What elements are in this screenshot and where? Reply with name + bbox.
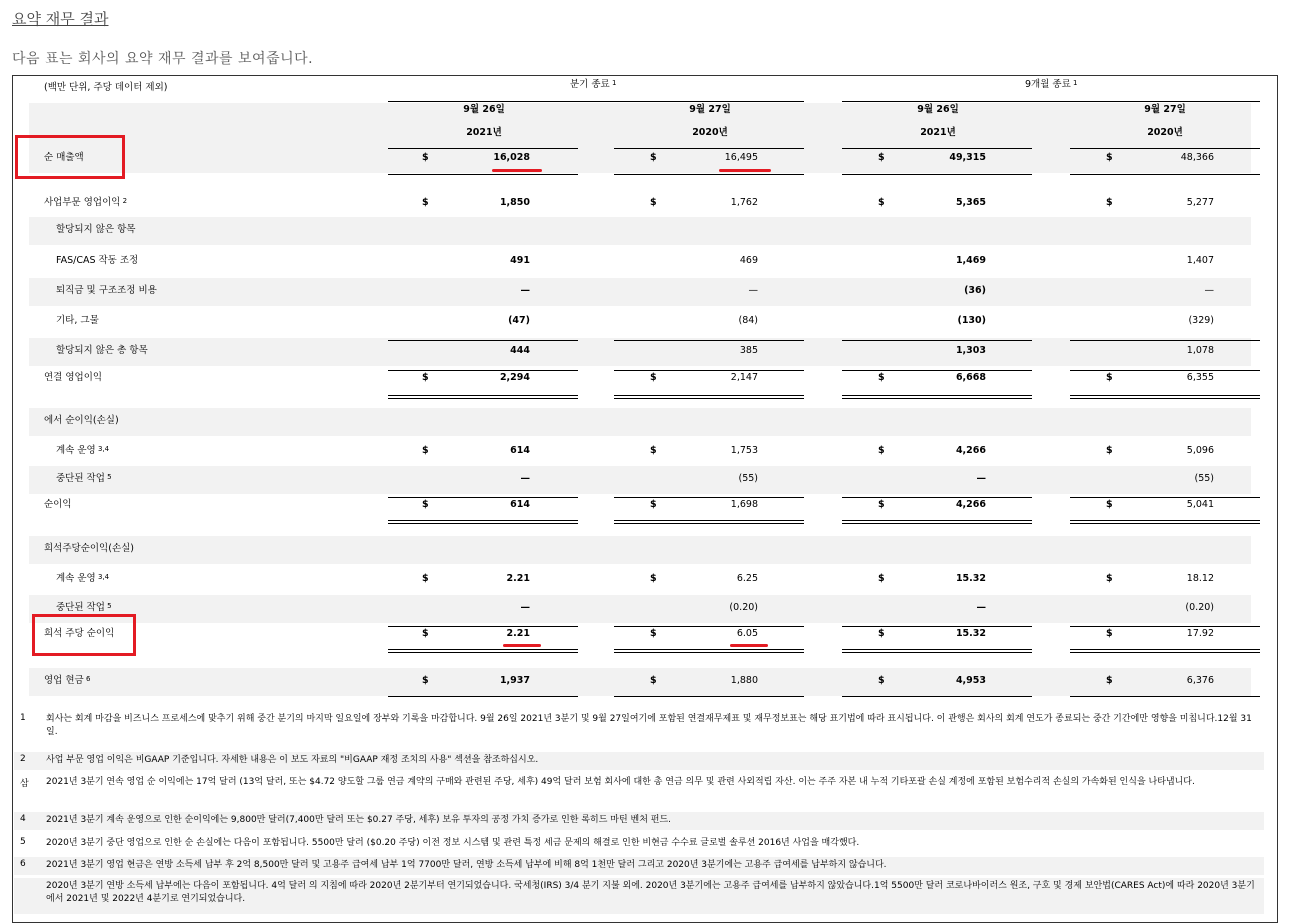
row-label: 에서 순이익(손실) [44, 415, 119, 426]
currency-symbol: $ [878, 372, 885, 383]
row-label: 기타, 그물 [56, 315, 99, 326]
currency-symbol: $ [650, 152, 657, 163]
total-rule [842, 497, 1032, 498]
total-rule [388, 370, 578, 371]
currency-symbol: $ [878, 499, 885, 510]
unit-note: (백만 단위, 주당 데이터 제외) [44, 82, 168, 93]
row-label: 할당되지 않은 총 항목 [56, 345, 148, 356]
value-cell: 15.32 [955, 628, 986, 639]
row-label: 사업부문 영업이익 $^2$ [44, 197, 128, 208]
value-cell: — [748, 285, 758, 296]
currency-symbol: $ [1106, 445, 1113, 456]
value-cell: (329) [1188, 315, 1214, 326]
header-rule [614, 101, 804, 102]
footnote-text: 2020년 3분기 중단 영업으로 인한 순 손실에는 다음이 포함됩니다. 5500만 달러 ($0.20 주당) 이전 정보 시스템 및 관련 특정 세금 문제의 해결로 인한 비현금 수수료 글로벌 솔루션 2016년 사업을 매각했다. [46, 838, 860, 848]
underline-rule [388, 696, 578, 697]
currency-symbol: $ [422, 628, 429, 639]
header-rule [1070, 101, 1260, 102]
double-underline-rule [614, 395, 804, 399]
currency-symbol: $ [878, 675, 885, 686]
footnote-text: 사업 부문 영업 이익은 비GAAP 기준입니다. 자세한 내용은 이 보도 자료의 "비GAAP 재정 조치의 사용" 섹션을 참조하십시오. [46, 755, 539, 765]
value-cell: (55) [1194, 473, 1214, 484]
value-cell: 5,041 [1186, 499, 1214, 510]
row-label: 중단된 작업 $^5$ [56, 602, 112, 613]
currency-symbol: $ [650, 372, 657, 383]
double-underline-rule [1070, 520, 1260, 524]
value-cell: — [976, 602, 986, 613]
row-band [29, 145, 1251, 173]
row-label: 퇴직금 및 구조조정 비용 [56, 285, 157, 296]
total-rule [388, 626, 578, 627]
value-cell: 15.32 [955, 573, 986, 584]
currency-symbol: $ [1106, 573, 1113, 584]
underline-rule [1070, 174, 1260, 175]
total-rule [614, 148, 804, 149]
currency-symbol: $ [650, 675, 657, 686]
currency-symbol: $ [650, 573, 657, 584]
value-cell: 2.21 [506, 573, 530, 584]
double-underline-rule [842, 520, 1032, 524]
row-label: 계속 운영 $^{3,4}$ [56, 445, 110, 456]
footnote-number: 4 [20, 814, 26, 824]
column-year: 2021년 [920, 127, 956, 138]
row-label: 연결 영업이익 [44, 372, 103, 383]
underline-rule [1070, 696, 1260, 697]
value-cell: 1,850 [499, 197, 530, 208]
currency-symbol: $ [1106, 152, 1113, 163]
row-label: 영업 현금 $^6$ [44, 675, 91, 686]
row-band [29, 595, 1251, 623]
total-rule [842, 626, 1032, 627]
subtotal-rule [614, 340, 804, 341]
value-cell: — [520, 285, 530, 296]
column-date: 9월 27일 [1144, 104, 1186, 115]
value-cell: — [976, 473, 986, 484]
currency-symbol: $ [422, 372, 429, 383]
value-cell: 491 [510, 255, 530, 266]
row-label: 순 매출액 [44, 152, 84, 163]
row-label: FAS/CAS 작동 조정 [56, 255, 139, 266]
value-cell: 2,294 [499, 372, 530, 383]
value-cell: 6,668 [955, 372, 986, 383]
double-underline-rule [842, 649, 1032, 653]
footnote-text: 2021년 3분기 연속 영업 순 이익에는 17억 달러 (13억 달러, 또는 $4.72 양도할 그룹 연금 계약의 구매와 관련된 주당, 세후) 49억 달러 보험 회사에 대한 총 연금 의무 및 관련 사외적립 자산. 이는 주주 자본 내 누적 기타포괄 손실 계정에 포함된 보험수리적 손실의 가속화된 인식을 나타냅니다. [46, 777, 1195, 787]
currency-symbol: $ [422, 197, 429, 208]
value-cell: 1,078 [1186, 345, 1214, 356]
currency-symbol: $ [1106, 499, 1113, 510]
column-year: 2020년 [692, 127, 728, 138]
total-rule [614, 626, 804, 627]
value-cell: 6,376 [1186, 675, 1214, 686]
total-rule [1070, 370, 1260, 371]
value-cell: 2.21 [506, 628, 530, 639]
group-header-quarter: 분기 종료 $^1$ [570, 79, 617, 90]
value-cell: — [520, 602, 530, 613]
column-year: 2020년 [1147, 127, 1183, 138]
total-rule [614, 370, 804, 371]
value-cell: 5,277 [1186, 197, 1214, 208]
currency-symbol: $ [422, 675, 429, 686]
footnote-number: 2 [20, 754, 26, 764]
value-cell: 2,147 [730, 372, 758, 383]
currency-symbol: $ [650, 499, 657, 510]
financial-table-frame [12, 75, 1278, 923]
row-label: 희석주당순이익(손실) [44, 543, 135, 554]
currency-symbol: $ [650, 197, 657, 208]
subtotal-rule [842, 340, 1032, 341]
row-label: 중단된 작업 $^5$ [56, 473, 112, 484]
currency-symbol: $ [1106, 628, 1113, 639]
currency-symbol: $ [650, 445, 657, 456]
highlight-underline [719, 169, 771, 172]
double-underline-rule [388, 649, 578, 653]
value-cell: (84) [738, 315, 758, 326]
value-cell: 18.12 [1186, 573, 1214, 584]
currency-symbol: $ [1106, 197, 1113, 208]
value-cell: 1,762 [730, 197, 758, 208]
group-header-nine-months: 9개월 종료 $^1$ [1025, 79, 1078, 90]
row-band [29, 668, 1251, 696]
currency-symbol: $ [878, 628, 885, 639]
value-cell: 1,937 [499, 675, 530, 686]
currency-symbol: $ [878, 152, 885, 163]
value-cell: 1,469 [955, 255, 986, 266]
row-band [29, 217, 1251, 245]
double-underline-rule [1070, 395, 1260, 399]
row-label: 순이익 [44, 499, 72, 510]
currency-symbol: $ [650, 628, 657, 639]
highlight-box-diluted-eps [32, 614, 136, 656]
value-cell: 1,880 [730, 675, 758, 686]
currency-symbol: $ [422, 445, 429, 456]
header-rule [842, 101, 1070, 102]
total-rule [842, 148, 1032, 149]
row-label: 희석 주당 순이익 [44, 628, 115, 639]
column-date: 9월 26일 [917, 104, 959, 115]
currency-symbol: $ [878, 197, 885, 208]
value-cell: 614 [510, 499, 530, 510]
underline-rule [388, 174, 578, 175]
value-cell: 469 [739, 255, 758, 266]
value-cell: 614 [510, 445, 530, 456]
value-cell: 1,407 [1186, 255, 1214, 266]
value-cell: 6.25 [736, 573, 758, 584]
currency-symbol: $ [422, 499, 429, 510]
subtotal-rule [388, 340, 578, 341]
double-underline-rule [1070, 649, 1260, 653]
currency-symbol: $ [422, 573, 429, 584]
value-cell: (36) [964, 285, 986, 296]
underline-rule [614, 174, 804, 175]
total-rule [1070, 626, 1260, 627]
subtotal-rule [1070, 340, 1260, 341]
value-cell: 444 [510, 345, 530, 356]
footnote-text: 회사는 회계 마감을 비즈니스 프로세스에 맞추기 위해 중간 분기의 마지막 일요일에 장부와 기록을 마감합니다. 9월 26일 2021년 3분기 및 9월 27일여기에 포함된 연결재무제표 및 재무정보표는 해당 표기법에 따라 표시됩니다. 이 관행은 회사의 회계 연도가 종료되는 중간 기간에만 영향을 미칩니다.12월 31일. [46, 714, 1252, 737]
highlight-underline [730, 644, 768, 647]
double-underline-rule [388, 395, 578, 399]
column-date: 9월 26일 [463, 104, 505, 115]
double-underline-rule [842, 395, 1032, 399]
highlight-underline [492, 169, 542, 172]
header-rule [388, 101, 616, 102]
header-band [29, 103, 1251, 145]
total-rule [388, 148, 578, 149]
value-cell: (0.20) [729, 602, 758, 613]
row-label: 계속 운영 $^{3,4}$ [56, 573, 110, 584]
footnote-number: 5 [20, 837, 26, 847]
total-rule [1070, 497, 1260, 498]
currency-symbol: $ [1106, 675, 1113, 686]
currency-symbol: $ [878, 445, 885, 456]
value-cell: 1,698 [730, 499, 758, 510]
value-cell: 16,495 [724, 152, 758, 163]
footnote-number: 1 [20, 713, 26, 723]
value-cell: 49,315 [949, 152, 986, 163]
double-underline-rule [614, 520, 804, 524]
value-cell: 5,365 [955, 197, 986, 208]
column-year: 2021년 [466, 127, 502, 138]
total-rule [614, 497, 804, 498]
page-subtitle: 다음 표는 회사의 요약 재무 결과를 보여줍니다. [12, 51, 314, 67]
underline-rule [614, 696, 804, 697]
highlight-underline [503, 644, 541, 647]
footnote-text: 2021년 3분기 영업 현금은 연방 소득세 납부 후 2억 8,500만 달러 및 고용주 급여세 납부 1억 7700만 달러, 연방 소득세 납부에 비해 8억 1천만 달러 그리고 2020년 3분기에는 고용주 급여세를 납부하지 않습니다. [46, 860, 887, 870]
value-cell: (47) [508, 315, 530, 326]
row-band [29, 408, 1251, 436]
value-cell: 4,953 [955, 675, 986, 686]
currency-symbol: $ [878, 573, 885, 584]
value-cell: — [1204, 285, 1214, 296]
value-cell: 6.05 [736, 628, 758, 639]
column-date: 9월 27일 [689, 104, 731, 115]
value-cell: 4,266 [955, 445, 986, 456]
total-rule [842, 370, 1032, 371]
underline-rule [842, 174, 1032, 175]
value-cell: 17.92 [1186, 628, 1214, 639]
value-cell: 4,266 [955, 499, 986, 510]
row-band [29, 466, 1251, 494]
row-band [29, 278, 1251, 306]
underline-rule [842, 696, 1032, 697]
value-cell: 6,355 [1186, 372, 1214, 383]
value-cell: 1,303 [955, 345, 986, 356]
value-cell: (0.20) [1185, 602, 1214, 613]
page-title: 요약 재무 결과 [12, 10, 109, 28]
row-band [29, 536, 1251, 564]
highlight-box-net-sales [15, 135, 125, 179]
currency-symbol: $ [422, 152, 429, 163]
value-cell: 5,096 [1186, 445, 1214, 456]
footnote-text: 2021년 3분기 계속 운영으로 인한 순이익에는 9,800만 달러(7,400만 달러 또는 $0.27 주당, 세후) 보유 투자의 공정 가치 증가로 인한 록히드 마틴 벤처 펀드. [46, 815, 672, 825]
value-cell: 16,028 [493, 152, 530, 163]
value-cell: 1,753 [730, 445, 758, 456]
value-cell: (130) [957, 315, 986, 326]
footnote-number: 6 [20, 859, 26, 869]
value-cell: (55) [738, 473, 758, 484]
total-rule [388, 497, 578, 498]
total-rule [1070, 148, 1260, 149]
double-underline-rule [388, 520, 578, 524]
value-cell: — [520, 473, 530, 484]
row-band [29, 338, 1251, 366]
footnote-number: 삼 [20, 779, 29, 789]
currency-symbol: $ [1106, 372, 1113, 383]
value-cell: 48,366 [1180, 152, 1214, 163]
footnote-text: 2020년 3분기 연방 소득세 납부에는 다음이 포함됩니다. 4억 달러 의 지침에 따라 2020년 2분기부터 연기되었습니다. 국세청(IRS) 3/4 분기 지불 외에. 2020년 3분기에는 고용주 급여세를 납부하지 않았습니다.1억 5500만 달러 코로나바이러스 원조, 구호 및 경제 보안법(CARES Act)에 따라 2020년 3분기에서 2021년 및 2022년 4분기로 연기되었습니다. [46, 881, 1255, 904]
value-cell: 385 [739, 345, 758, 356]
double-underline-rule [614, 649, 804, 653]
row-label: 할당되지 않은 항목 [56, 224, 136, 235]
